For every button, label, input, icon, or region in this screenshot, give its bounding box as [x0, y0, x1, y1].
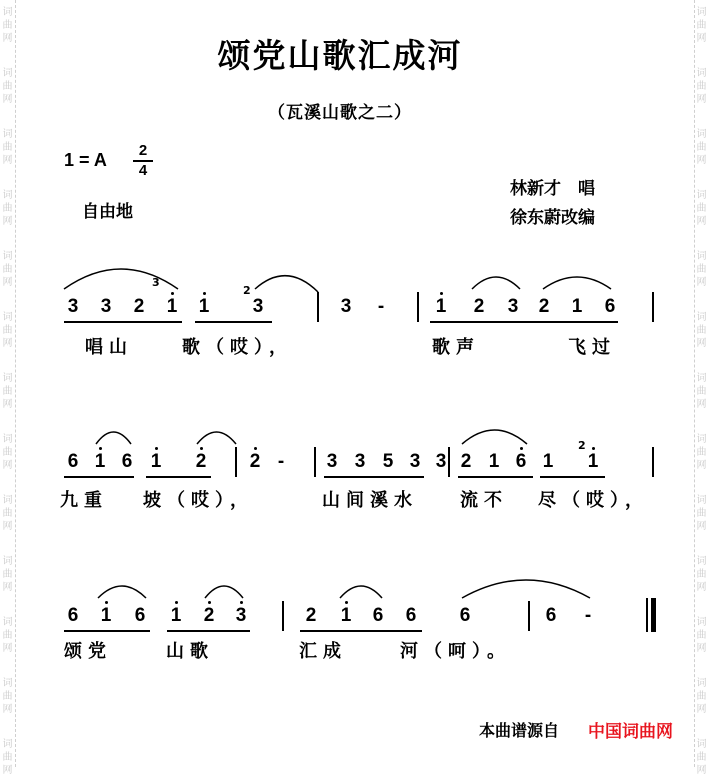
- note-digit: 1: [435, 296, 447, 317]
- octave-dot-high: [592, 447, 595, 450]
- watermark-text: 词 曲 网: [2, 739, 13, 776]
- octave-dot-high: [254, 447, 257, 450]
- extension-dash: -: [584, 605, 592, 626]
- watermark-text: 词 曲 网: [2, 312, 13, 349]
- note-digit: 3: [326, 451, 338, 472]
- beam-underline: [167, 630, 250, 632]
- watermark-text: 词 曲 网: [2, 617, 13, 654]
- watermark-text: 词 曲 网: [696, 7, 707, 44]
- lyric-text: 九重: [60, 490, 108, 511]
- barline: [417, 292, 419, 322]
- watermark-text: 词 曲 网: [696, 617, 707, 654]
- barline: [317, 292, 319, 322]
- octave-dot-high: [345, 601, 348, 604]
- time-signature-denominator: 4: [138, 162, 148, 179]
- source-site-link[interactable]: 中国词曲网: [588, 722, 673, 742]
- watermark-text: 词 曲 网: [2, 434, 13, 471]
- note-digit: 1: [587, 451, 599, 472]
- note-digit: 6: [134, 605, 146, 626]
- octave-dot-high: [105, 601, 108, 604]
- slur: [340, 586, 382, 598]
- note-digit: 6: [121, 451, 133, 472]
- note-digit: 3: [252, 296, 264, 317]
- watermark-text: 词 曲 网: [696, 68, 707, 105]
- note-digit: 1: [166, 296, 178, 317]
- note-digit: 6: [545, 605, 557, 626]
- note-digit: 3: [507, 296, 519, 317]
- lyric-text: 歌（哎），: [182, 337, 293, 358]
- watermark-text: 词 曲 网: [696, 678, 707, 715]
- octave-dot-high: [99, 447, 102, 450]
- final-barline: [651, 598, 656, 632]
- lyric-text: 尽（哎），: [538, 490, 649, 511]
- slur: [462, 580, 590, 598]
- watermark-text: 词 曲 网: [696, 251, 707, 288]
- note-digit: 2: [249, 451, 261, 472]
- beam-underline: [64, 476, 134, 478]
- watermark-text: 词 曲 网: [2, 678, 13, 715]
- grace-note: 2: [243, 284, 251, 297]
- lyric-text: 河（呵）。: [400, 641, 511, 662]
- beam-underline: [146, 476, 211, 478]
- watermark-text: 词 曲 网: [2, 373, 13, 410]
- note-digit: 2: [538, 296, 550, 317]
- note-digit: 6: [67, 605, 79, 626]
- note-digit: 6: [515, 451, 527, 472]
- source-label: 本曲谱源自: [479, 721, 560, 740]
- grace-note: 3: [152, 276, 160, 289]
- watermark-text: 词 曲 网: [696, 190, 707, 227]
- octave-dot-high: [171, 292, 174, 295]
- beam-underline: [64, 321, 182, 323]
- note-digit: 1: [340, 605, 352, 626]
- note-digit: 6: [67, 451, 79, 472]
- note-digit: 6: [459, 605, 471, 626]
- extension-dash: -: [277, 451, 285, 472]
- octave-dot-high: [200, 447, 203, 450]
- watermark-text: 词 曲 网: [696, 556, 707, 593]
- note-digit: 3: [100, 296, 112, 317]
- beam-underline: [540, 476, 605, 478]
- slur: [255, 276, 318, 292]
- watermark-text: 词 曲 网: [696, 373, 707, 410]
- lyric-text: 山间溪水: [322, 490, 418, 511]
- slur: [197, 432, 236, 444]
- note-digit: 2: [305, 605, 317, 626]
- lyric-text: 流不: [460, 490, 508, 511]
- note-digit: 2: [473, 296, 485, 317]
- lyric-text: 颂党: [64, 641, 112, 662]
- slur: [96, 432, 131, 444]
- note-digit: 1: [170, 605, 182, 626]
- lyric-text: 飞过: [568, 337, 616, 358]
- watermark-text: 词 曲 网: [696, 739, 707, 776]
- watermark-text: 词 曲 网: [2, 129, 13, 166]
- watermark-text: 词 曲 网: [696, 495, 707, 532]
- note-digit: 2: [203, 605, 215, 626]
- grace-note: 2: [578, 439, 586, 452]
- slur: [205, 586, 243, 598]
- barline: [235, 447, 237, 477]
- beam-underline: [430, 321, 618, 323]
- beam-underline: [195, 321, 272, 323]
- note-digit: 3: [354, 451, 366, 472]
- barline: [448, 447, 450, 477]
- barline: [314, 447, 316, 477]
- octave-dot-high: [240, 601, 243, 604]
- watermark-text: 词 曲 网: [2, 556, 13, 593]
- note-digit: 5: [382, 451, 394, 472]
- watermark-column-right: [694, 0, 710, 776]
- lyric-text: 汇成: [299, 641, 347, 662]
- barline: [528, 601, 530, 631]
- note-digit: 6: [372, 605, 384, 626]
- lyric-text: 山歌: [166, 641, 214, 662]
- octave-dot-high: [155, 447, 158, 450]
- octave-dot-high: [208, 601, 211, 604]
- final-barline: [646, 598, 648, 632]
- slur: [543, 277, 611, 289]
- beam-underline: [324, 476, 424, 478]
- watermark-text: 词 曲 网: [2, 251, 13, 288]
- slur: [472, 277, 520, 289]
- barline: [282, 601, 284, 631]
- note-digit: 3: [235, 605, 247, 626]
- watermark-text: 词 曲 网: [2, 68, 13, 105]
- octave-dot-high: [520, 447, 523, 450]
- note-digit: 1: [150, 451, 162, 472]
- note-digit: 1: [542, 451, 554, 472]
- octave-dot-high: [440, 292, 443, 295]
- lyric-text: 唱山: [85, 337, 133, 358]
- note-digit: 3: [340, 296, 352, 317]
- beam-underline: [458, 476, 533, 478]
- note-digit: 2: [133, 296, 145, 317]
- barline: [652, 292, 654, 322]
- singer-credit: 林新才 唱: [510, 179, 595, 199]
- time-signature-numerator: 2: [138, 142, 148, 159]
- octave-dot-high: [203, 292, 206, 295]
- note-digit: 1: [94, 451, 106, 472]
- lyric-text: 歌声: [432, 337, 480, 358]
- score-subtitle: （瓦溪山歌之二）: [268, 103, 412, 123]
- note-digit: 1: [488, 451, 500, 472]
- note-digit: 1: [198, 296, 210, 317]
- watermark-text: 词 曲 网: [696, 434, 707, 471]
- slur: [64, 269, 178, 289]
- watermark-text: 词 曲 网: [2, 7, 13, 44]
- lyric-text: 坡（哎），: [143, 490, 254, 511]
- note-digit: 6: [405, 605, 417, 626]
- note-digit: 3: [67, 296, 79, 317]
- watermark-text: 词 曲 网: [2, 495, 13, 532]
- extension-dash: -: [377, 296, 385, 317]
- watermark-text: 词 曲 网: [696, 312, 707, 349]
- beam-underline: [300, 630, 422, 632]
- score-title: 颂党山歌汇成河: [217, 36, 463, 75]
- beam-underline: [64, 630, 150, 632]
- note-digit: 1: [100, 605, 112, 626]
- key-signature: 1 = A: [64, 150, 107, 170]
- watermark-text: 词 曲 网: [2, 190, 13, 227]
- slur: [462, 430, 527, 444]
- note-digit: 3: [409, 451, 421, 472]
- note-digit: 1: [571, 296, 583, 317]
- note-digit: 3: [435, 451, 447, 472]
- barline: [652, 447, 654, 477]
- arranger-credit: 徐东蔚改编: [510, 208, 595, 228]
- note-digit: 6: [604, 296, 616, 317]
- octave-dot-high: [175, 601, 178, 604]
- note-digit: 2: [195, 451, 207, 472]
- tempo-marking: 自由地: [82, 202, 133, 222]
- watermark-text: 词 曲 网: [696, 129, 707, 166]
- note-digit: 2: [460, 451, 472, 472]
- slur: [98, 586, 146, 598]
